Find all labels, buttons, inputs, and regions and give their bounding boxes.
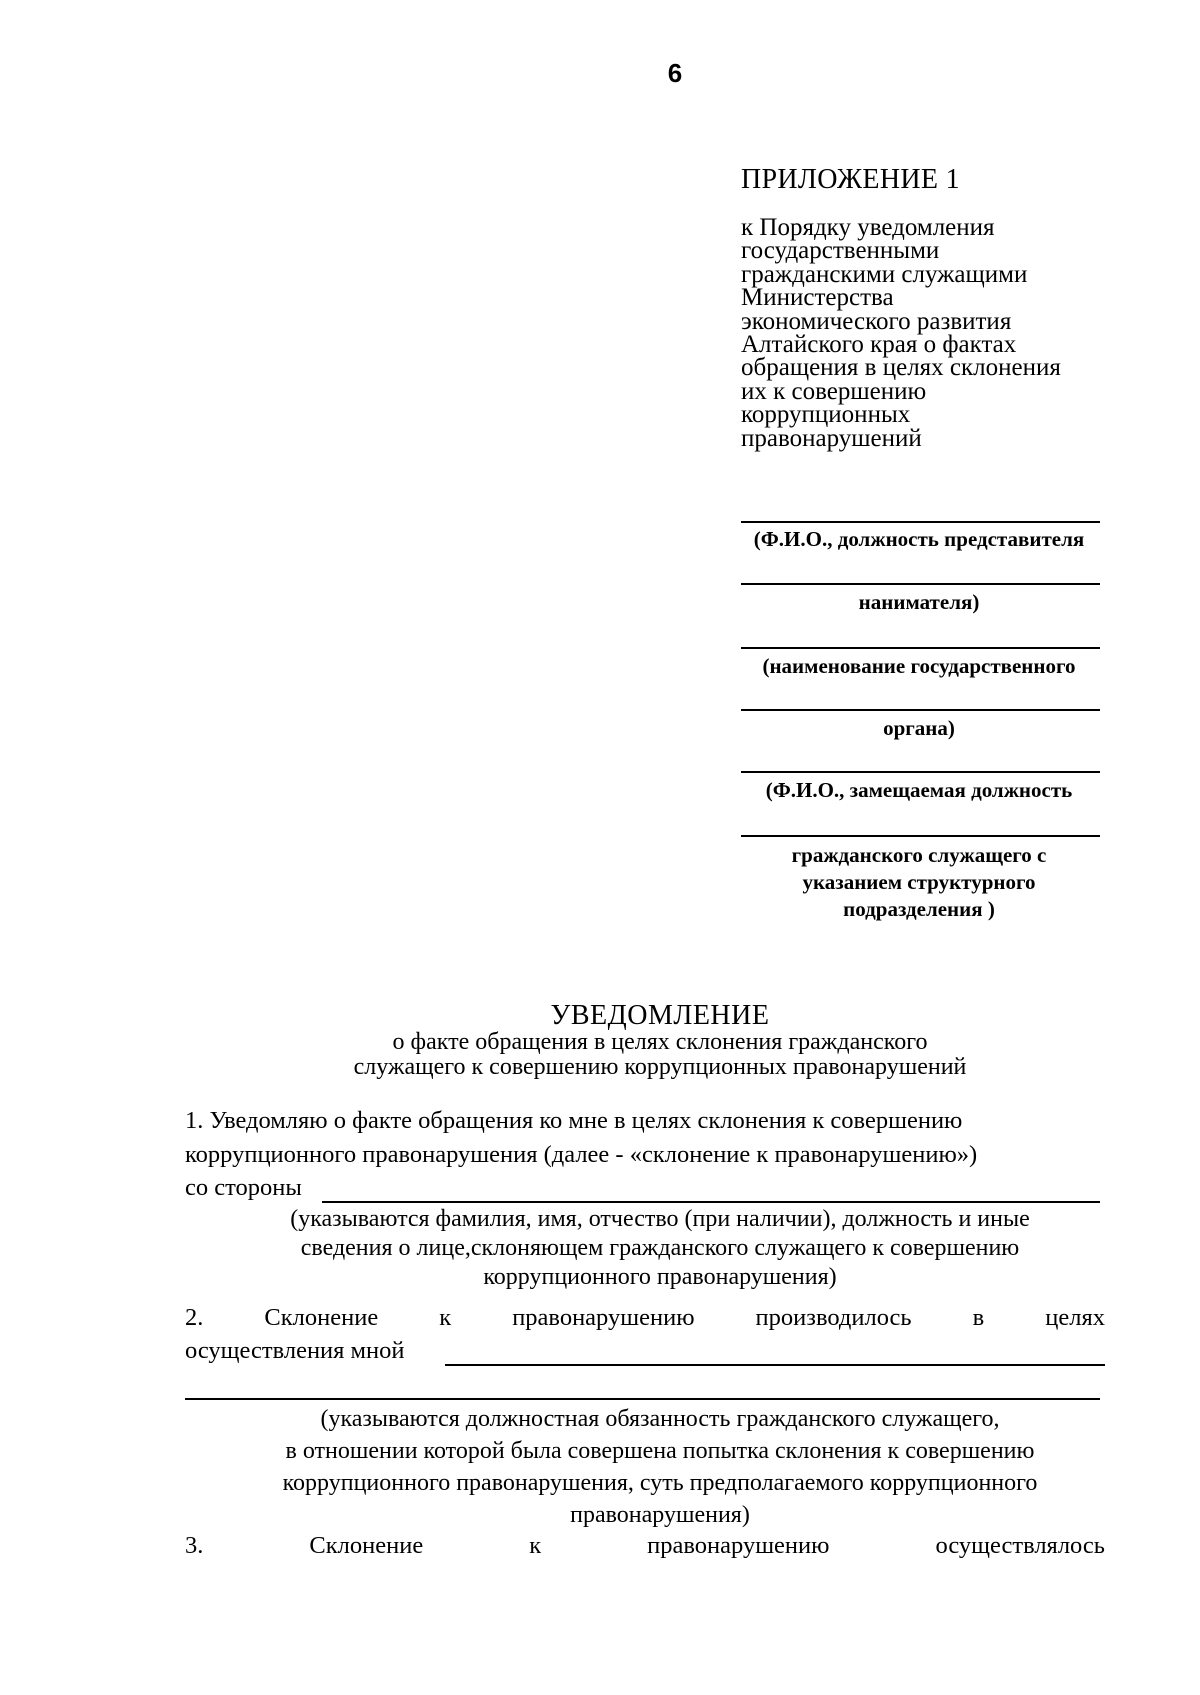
agency-fill-line[interactable] xyxy=(741,709,1100,711)
appendix-line: обращения в целях склонения xyxy=(741,354,1061,382)
item3-line1 xyxy=(185,1532,1105,1560)
item1-line1: 1. Уведомляю о факте обращения ко мне в целях склонения к совершению xyxy=(185,1107,963,1134)
item1-line2: коррупционного правонарушения (далее - «склонение к правонарушению») xyxy=(185,1141,978,1168)
appendix-line: к Порядку уведомления xyxy=(741,214,995,241)
item3-word: правонарушению xyxy=(647,1532,830,1559)
item2-word: 2. xyxy=(185,1304,204,1331)
appendix-line: экономического развития xyxy=(741,307,1012,335)
notice-subtitle xyxy=(180,1030,1140,1080)
item2-word: Склонение xyxy=(264,1304,379,1331)
appendix-title: ПРИЛОЖЕНИЕ 1 xyxy=(741,164,960,195)
sender-caption-line: подразделения ) xyxy=(843,897,995,921)
sender-fill-line[interactable] xyxy=(741,771,1100,773)
addressee-caption-2: нанимателя) xyxy=(858,590,980,614)
sender-caption-2 xyxy=(738,842,1100,923)
item2-hint-line: правонарушения) xyxy=(570,1502,750,1528)
notice-title: УВЕДОМЛЕНИЕ xyxy=(550,1000,770,1031)
sender-fill-line[interactable] xyxy=(741,835,1100,837)
item2-hint-line: коррупционного правонарушения, суть предполагаемого коррупционного xyxy=(282,1470,1038,1496)
item2-word: к xyxy=(439,1304,452,1331)
notice-subtitle-line: служащего к совершению коррупционных правонарушений xyxy=(353,1054,967,1080)
appendix-line: правонарушений xyxy=(741,424,922,452)
appendix-description xyxy=(741,216,1111,450)
item1-line3: со стороны xyxy=(185,1174,302,1201)
item2-line1 xyxy=(185,1304,1105,1332)
appendix-line: Министерства xyxy=(741,284,894,312)
item1-hint-line: сведения о лице,склоняющем гражданского служащего к совершению xyxy=(300,1235,1020,1261)
appendix-line: Алтайского края о фактах xyxy=(741,331,1017,359)
duty-fill-line-2[interactable] xyxy=(185,1398,1100,1400)
agency-fill-line[interactable] xyxy=(741,647,1100,649)
sender-caption-1: (Ф.И.О., замещаемая должность xyxy=(765,778,1073,802)
item2-hint xyxy=(180,1403,1140,1531)
item1-hint xyxy=(180,1205,1140,1292)
agency-caption-2: органа) xyxy=(883,716,955,740)
item1-hint-line: коррупционного правонарушения) xyxy=(483,1264,837,1290)
addressee-caption-1: (Ф.И.О., должность представителя xyxy=(753,527,1085,551)
item2-word: правонарушению xyxy=(512,1304,695,1331)
item2-line2: осуществления мной xyxy=(185,1337,405,1364)
appendix-line: государственными xyxy=(741,237,940,265)
item3-word: к xyxy=(529,1532,542,1559)
item3-word: осуществлялось xyxy=(935,1532,1105,1559)
inducer-fill-line[interactable] xyxy=(322,1201,1100,1203)
notice-subtitle-line: о факте обращения в целях склонения гражданского xyxy=(392,1029,928,1055)
appendix-line: коррупционных xyxy=(741,401,911,429)
item2-word: целях xyxy=(1045,1304,1105,1331)
item2-word: производилось xyxy=(755,1304,912,1331)
addressee-fill-line[interactable] xyxy=(741,521,1100,523)
sender-caption-line: гражданского служащего с xyxy=(791,843,1047,867)
agency-caption-1: (наименование государственного xyxy=(762,654,1076,678)
item1-hint-line: (указываются фамилия, имя, отчество (при наличии), должность и иные xyxy=(290,1206,1030,1232)
addressee-fill-line[interactable] xyxy=(741,583,1100,585)
item2-hint-line: в отношении которой была совершена попытка склонения к совершению xyxy=(285,1438,1035,1464)
duty-fill-line[interactable] xyxy=(445,1364,1105,1366)
item3-word: Склонение xyxy=(309,1532,424,1559)
item3-word: 3. xyxy=(185,1532,204,1559)
item2-hint-line: (указываются должностная обязанность гражданского служащего, xyxy=(320,1406,1000,1432)
page-number: 6 xyxy=(667,58,683,88)
appendix-line: гражданскими служащими xyxy=(741,260,1028,288)
item2-word: в xyxy=(972,1304,985,1331)
appendix-line: их к совершению xyxy=(741,377,927,405)
sender-caption-line: указанием структурного xyxy=(802,870,1036,894)
